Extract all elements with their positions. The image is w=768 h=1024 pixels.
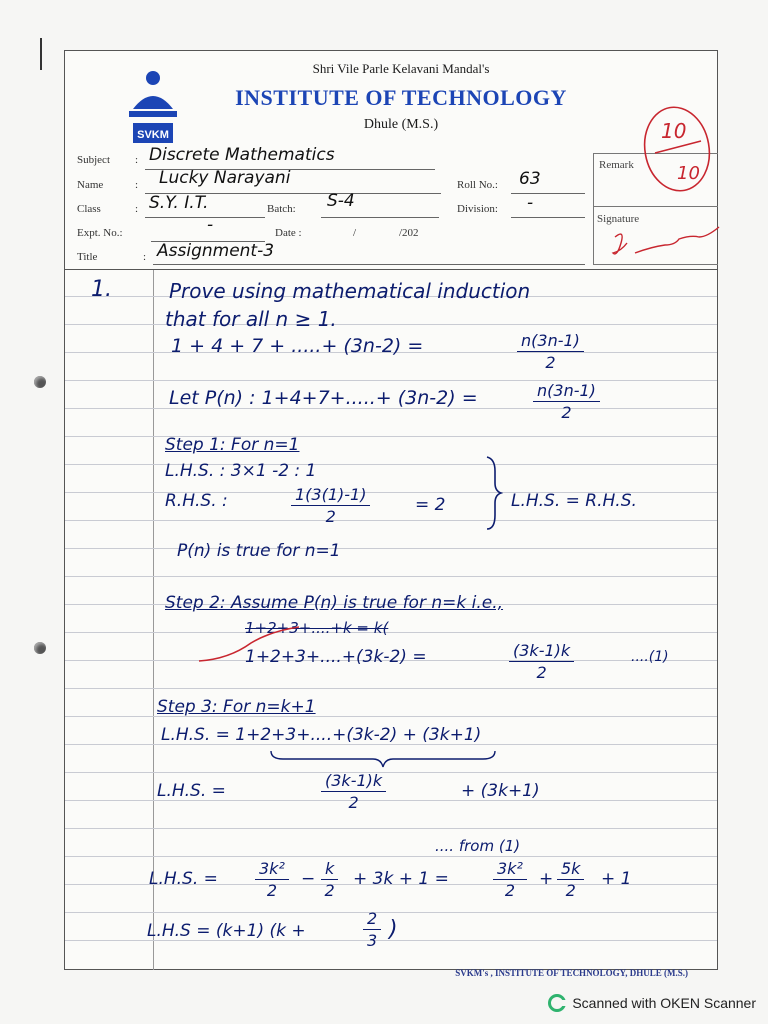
fraction-numerator: 1(3(1)-1)	[291, 485, 370, 506]
org-name: Shri Vile Parle Kelavani Mandal's	[312, 61, 490, 76]
fraction-denominator: 2	[561, 403, 572, 422]
fraction-numerator: n(3n-1)	[533, 381, 600, 402]
class-label: Class	[77, 203, 101, 215]
roll-no-line	[511, 193, 585, 194]
step-1-conclusion: P(n) is true for n=1	[177, 541, 341, 561]
lhs-expression-b-label: L.H.S. =	[157, 781, 226, 801]
fraction-denominator: 2	[504, 881, 516, 900]
lhs-expression-d: L.H.S = (k+1) (k +	[147, 921, 306, 941]
subject-label: Subject	[77, 154, 110, 166]
scanner-text: Scanned with OKEN Scanner	[572, 995, 756, 1011]
fraction-numerator: n(3n-1)	[517, 331, 584, 352]
roll-no-value: 63	[519, 169, 541, 189]
grade-circle-icon	[621, 99, 721, 209]
fraction-denominator: 2	[266, 881, 278, 900]
remark-label: Remark	[599, 159, 634, 171]
step-1-rhs-value: = 2	[415, 495, 446, 515]
scanner-watermark	[548, 994, 756, 1012]
fraction-denominator: 2	[348, 793, 359, 812]
equation-reference: ....(1)	[631, 649, 669, 665]
colon: :	[135, 154, 139, 166]
margin-mark	[40, 38, 42, 70]
plus-sign: +	[539, 869, 554, 889]
fraction-2-over-3	[363, 909, 381, 950]
lhs-expression-c-end: + 1	[601, 869, 632, 889]
question-line-2: that for all n ≥ 1.	[165, 307, 337, 331]
institute-location: Dhule (M.S.)	[363, 117, 439, 132]
fraction-denominator: 2	[565, 881, 576, 900]
roll-no-label: Roll No.:	[457, 179, 498, 191]
underbrace-icon	[269, 749, 499, 771]
colon: :	[143, 251, 147, 263]
sheet-footer: SVKM's , INSTITUTE OF TECHNOLOGY, DHULE (M.S.)	[455, 968, 688, 978]
name-label: Name	[77, 179, 104, 191]
fraction-5k-over-2	[557, 859, 584, 900]
logo-text: SVKM	[137, 129, 169, 141]
batch-value: S-4	[327, 191, 355, 211]
lhs-expression-b-tail: + (3k+1)	[461, 781, 540, 801]
class-value: S.Y. I.T.	[149, 193, 209, 213]
signature-label: Signature	[597, 213, 640, 225]
fraction-denominator: 2	[324, 881, 335, 900]
grade-total: 10	[677, 163, 700, 184]
fraction-numerator: 3k²	[493, 859, 527, 880]
ruled-area	[65, 269, 717, 970]
date-separator: /	[353, 227, 357, 239]
punch-hole	[34, 376, 46, 388]
lhs-expression-a: L.H.S. = 1+2+3+....+(3k-2) + (3k+1)	[161, 725, 482, 745]
name-value: Lucky Narayani	[159, 168, 291, 188]
step-1-rhs-fraction	[291, 485, 370, 526]
from-reference: .... from (1)	[435, 837, 521, 855]
signature-icon	[605, 223, 725, 267]
expt-no-value: -	[207, 215, 214, 235]
question-line-1: Prove using mathematical induction	[169, 279, 531, 303]
colon: :	[135, 203, 139, 215]
step-1-rhs-label: R.H.S. :	[165, 491, 228, 511]
division-label: Division:	[457, 203, 498, 215]
lhs-expression-c-label: L.H.S. =	[149, 869, 218, 889]
institute-name: INSTITUTE OF TECHNOLOGY	[235, 85, 567, 110]
let-fraction	[533, 381, 600, 422]
brace-icon	[483, 455, 503, 531]
step-1-heading: Step 1: For n=1	[165, 435, 300, 455]
red-check-mark-icon	[195, 623, 305, 673]
equation-1-fraction	[517, 331, 584, 372]
equation-2-fraction	[509, 641, 574, 682]
minus-sign: −	[301, 869, 316, 889]
fraction-numerator: 2	[363, 909, 381, 930]
title-line	[153, 264, 585, 265]
lhs-expression-b-fraction	[321, 771, 386, 812]
class-line	[145, 217, 265, 218]
fraction-numerator: (3k-1)k	[509, 641, 574, 662]
equation-1-lhs: 1 + 4 + 7 + .....+ (3n-2) =	[171, 335, 424, 357]
let-statement: Let P(n) : 1+4+7+.....+ (3n-2) =	[169, 387, 478, 409]
assignment-sheet	[64, 50, 718, 970]
batch-line	[321, 217, 439, 218]
fraction-3k2-over-2	[255, 859, 289, 900]
expt-no-label: Expt. No.:	[77, 227, 123, 239]
punch-hole	[34, 642, 46, 654]
date-year: /202	[399, 227, 419, 239]
subject-value: Discrete Mathematics	[149, 145, 335, 165]
fraction-k-over-2	[321, 859, 338, 900]
step-3-heading: Step 3: For n=k+1	[157, 697, 316, 717]
fraction-denominator: 2	[545, 353, 556, 372]
sheet-header	[65, 51, 717, 269]
fraction-numerator: k	[321, 859, 338, 880]
lhs-expression-c-middle: + 3k + 1 =	[353, 869, 449, 889]
grade-score: 10	[661, 119, 687, 143]
equation-2-lhs: 1+2+3+....+(3k-2) =	[245, 647, 427, 667]
question-number: 1.	[91, 277, 112, 302]
lhs-equals-rhs: L.H.S. = R.H.S.	[511, 491, 637, 511]
batch-label: Batch:	[267, 203, 296, 215]
closing-paren: )	[389, 917, 398, 942]
step-1-lhs: L.H.S. : 3×1 -2 : 1	[165, 461, 317, 481]
title-label: Title	[77, 251, 98, 263]
fraction-numerator: 3k²	[255, 859, 289, 880]
date-label: Date :	[275, 227, 302, 239]
fraction-numerator: (3k-1)k	[321, 771, 386, 792]
division-value: -	[527, 193, 534, 213]
fraction-denominator: 2	[536, 663, 547, 682]
division-line	[511, 217, 585, 218]
fraction-numerator: 5k	[557, 859, 584, 880]
scanner-logo-icon	[548, 994, 566, 1012]
colon: :	[135, 179, 139, 191]
step-2-heading: Step 2: Assume P(n) is true for n=k i.e.,	[165, 593, 504, 613]
struck-text: 1+2+3+....+k = k(	[245, 619, 389, 637]
fraction-denominator: 3	[367, 931, 378, 950]
fraction-denominator: 2	[325, 507, 336, 526]
fraction-3k2-over-2	[493, 859, 527, 900]
title-value: Assignment-3	[157, 241, 275, 261]
